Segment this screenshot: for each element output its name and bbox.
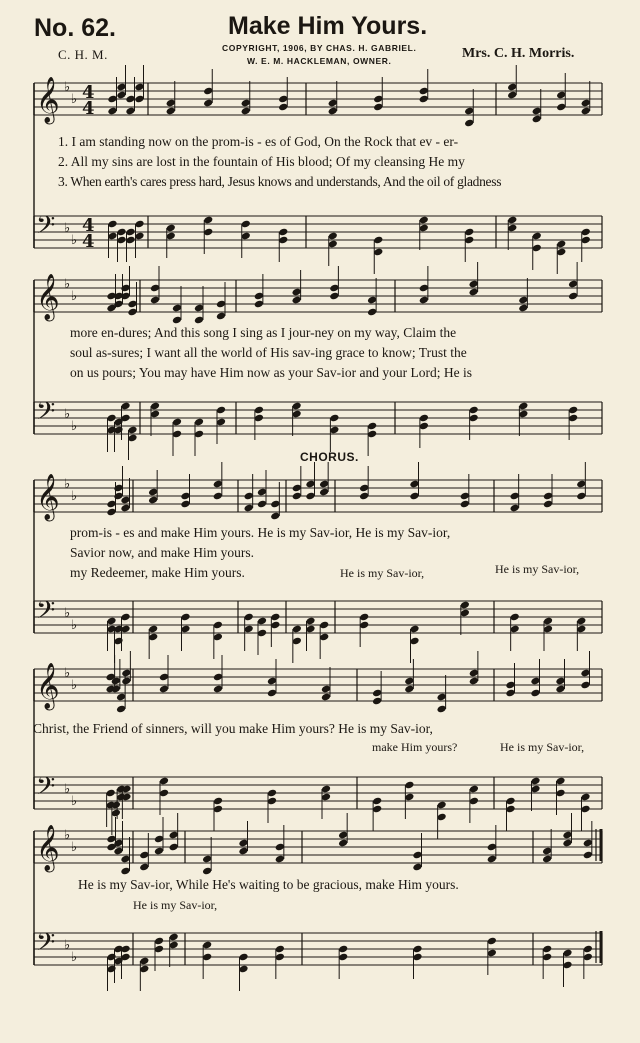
lyric-verse-3: on us pours; You may have Him now as your Sav-ior and your Lord; He is — [70, 365, 472, 380]
alto-lyric: He is my Sav-ior, — [495, 562, 580, 576]
chorus-label: CHORUS. — [300, 450, 359, 464]
treble-clef: 𝄞 — [36, 77, 60, 123]
bass-clef: 𝄢 — [36, 397, 56, 432]
time-signature: 4 — [82, 215, 95, 236]
copyright-line: COPYRIGHT, 1906, BY CHAS. H. GABRIEL. — [222, 43, 417, 53]
bass-clef: 𝄢 — [36, 211, 56, 246]
flat-sign: ♭ — [71, 678, 78, 693]
time-signature: 4 — [82, 98, 95, 119]
lyric-verse-2: 2. All my sins are lost in the fountain of His blood; Of my cleansing He my — [58, 154, 465, 169]
lyric-chorus-line: my Redeemer, make Him yours. — [70, 565, 245, 580]
lyric-verse-2: soul as-sures; I want all the world of His sav-ing grace to know; Trust the — [70, 345, 467, 360]
treble-clef: 𝄞 — [36, 663, 60, 709]
flat-sign: ♭ — [71, 618, 78, 633]
lyric-chorus-line: Savior now, and make Him yours. — [70, 545, 254, 560]
treble-clef: 𝄞 — [36, 274, 60, 320]
flat-sign: ♭ — [64, 938, 71, 953]
time-signature: 4 — [82, 82, 95, 103]
bass-clef: 𝄢 — [36, 772, 56, 807]
treble-clef: 𝄞 — [36, 825, 60, 871]
bass-clef: 𝄢 — [36, 596, 56, 631]
hymn-number: No. 62. — [34, 14, 116, 42]
lyric-chorus-line: prom-is - es and make Him yours. He is my Sav-ior, He is my Sav-ior, — [70, 525, 451, 540]
flat-sign: ♭ — [64, 407, 71, 422]
alto-lyric: make Him yours? — [372, 740, 458, 754]
flat-sign: ♭ — [71, 950, 78, 965]
flat-sign: ♭ — [71, 794, 78, 809]
lyric-chorus-line: He is my Sav-ior, While He's waiting to be gracious, make Him yours. — [78, 877, 459, 892]
flat-sign: ♭ — [71, 92, 78, 107]
flat-sign: ♭ — [64, 782, 71, 797]
treble-clef: 𝄞 — [36, 474, 60, 520]
owner-line: W. E. M. HACKLEMAN, OWNER. — [246, 56, 392, 66]
flat-sign: ♭ — [64, 477, 71, 492]
flat-sign: ♭ — [71, 233, 78, 248]
alto-lyric: He is my Sav-ior, — [500, 740, 585, 754]
composer-initials: C. H. M. — [58, 47, 108, 62]
bass-clef: 𝄢 — [36, 928, 56, 963]
alto-lyric: He is my Sav-ior, — [133, 898, 218, 912]
flat-sign: ♭ — [71, 419, 78, 434]
flat-sign: ♭ — [64, 277, 71, 292]
lyric-chorus-line: Christ, the Friend of sinners, will you make Him yours? He is my Sav-ior, — [33, 721, 433, 736]
time-signature: 4 — [82, 231, 95, 252]
flat-sign: ♭ — [64, 80, 71, 95]
flat-sign: ♭ — [71, 840, 78, 855]
lyric-verse-3: 3. When earth's cares press hard, Jesus knows and understands, And the oil of gladness — [58, 174, 502, 189]
lyricist: Mrs. C. H. Morris. — [462, 46, 575, 61]
flat-sign: ♭ — [64, 666, 71, 681]
alto-lyric: He is my Sav-ior, — [340, 566, 425, 580]
lyric-verse-1: 1. I am standing now on the prom-is - es of God, On the Rock that ev - er- — [58, 134, 459, 149]
flat-sign: ♭ — [64, 828, 71, 843]
flat-sign: ♭ — [71, 289, 78, 304]
hymn-title: Make Him Yours. — [228, 12, 428, 40]
flat-sign: ♭ — [71, 489, 78, 504]
flat-sign: ♭ — [64, 221, 71, 236]
flat-sign: ♭ — [64, 606, 71, 621]
lyric-verse-1: more en-dures; And this song I sing as I jour-ney on my way, Claim the — [70, 325, 457, 340]
